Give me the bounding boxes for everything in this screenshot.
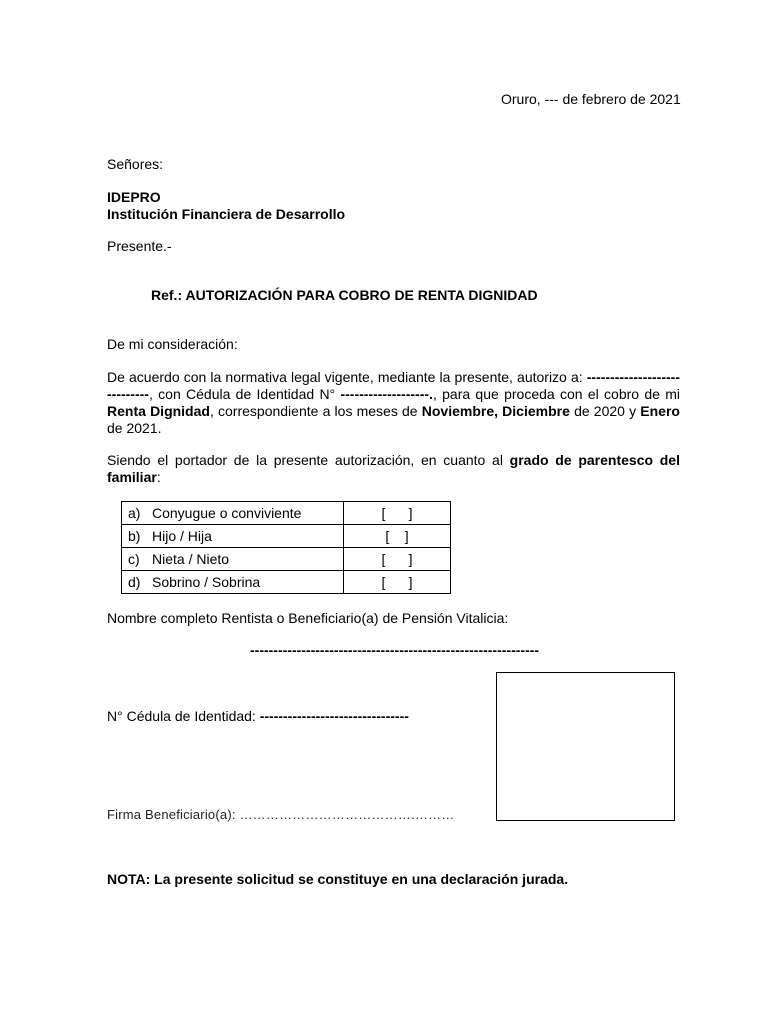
signature-line[interactable]: Firma Beneficiario(a): ………………………………….………	[107, 807, 455, 822]
authorized-person-blank: -----------------------------	[107, 369, 680, 402]
table-row	[122, 525, 451, 548]
ci-row	[107, 708, 409, 725]
ci-label: N° Cédula de Identidad:	[107, 708, 260, 724]
body2-text-1: Siendo el portador de la presente autorización, en cuanto al	[107, 452, 510, 468]
body-paragraph-relationship	[107, 452, 680, 486]
reference-line: Ref.: AUTORIZACIÓN PARA COBRO DE RENTA DIGNIDAD	[151, 287, 538, 303]
body2-text-2: :	[156, 469, 161, 485]
body1-text-4: , correspondiente a los meses de	[209, 403, 422, 419]
date-line: Oruro, --- de febrero de 2021	[501, 91, 681, 107]
relationship-table	[121, 501, 451, 594]
ci-number-blank: -------------------.	[340, 386, 433, 402]
greeting: De mi consideración:	[107, 336, 238, 352]
renta-dignidad-term: Renta Dignidad	[107, 403, 210, 419]
table-row	[122, 571, 451, 594]
recipient-name: IDEPRO	[107, 189, 161, 205]
salutation: Señores:	[107, 156, 164, 172]
body1-text-1: De acuerdo con la normativa legal vigente, mediante la presente, autorizo a:	[107, 369, 587, 385]
relationship-option: a) Conyugue o conviviente	[122, 502, 344, 525]
beneficiary-name-line[interactable]: --------------------------------------------------------------	[250, 642, 540, 658]
recipient-subtitle: Institución Financiera de Desarrollo	[107, 206, 346, 222]
photo-box	[496, 672, 675, 821]
table-row	[122, 502, 451, 525]
relationship-option: d) Sobrino / Sobrina	[122, 571, 344, 594]
body1-text-5: de 2020 y	[569, 403, 641, 419]
relationship-option: c) Nieta / Nieto	[122, 548, 344, 571]
relationship-checkbox[interactable]: [ ]	[344, 548, 451, 571]
relationship-checkbox[interactable]: [ ]	[344, 571, 451, 594]
relationship-checkbox[interactable]: [ ]	[344, 502, 451, 525]
body1-text-6: de 2021.	[107, 420, 162, 436]
enero-term: Enero	[640, 403, 680, 419]
note: NOTA: La presente solicitud se constituye en una declaración jurada.	[107, 871, 569, 887]
body1-text-3: , para que proceda con el cobro de mi	[432, 386, 680, 402]
body-paragraph-authorization	[107, 369, 680, 437]
relationship-checkbox[interactable]: [ ]	[344, 525, 451, 548]
relationship-term: grado de parentesco del familiar	[107, 452, 680, 485]
presente-line: Presente.-	[107, 238, 172, 254]
body1-text-2: , con Cédula de Identidad N°	[148, 386, 341, 402]
ci-line[interactable]: --------------------------------	[259, 708, 409, 724]
beneficiary-name-label: Nombre completo Rentista o Beneficiario(a) de Pensión Vitalicia:	[107, 610, 509, 626]
relationship-option: b) Hijo / Hija	[122, 525, 344, 548]
months-term: Noviembre, Diciembre	[421, 403, 570, 419]
table-row	[122, 548, 451, 571]
